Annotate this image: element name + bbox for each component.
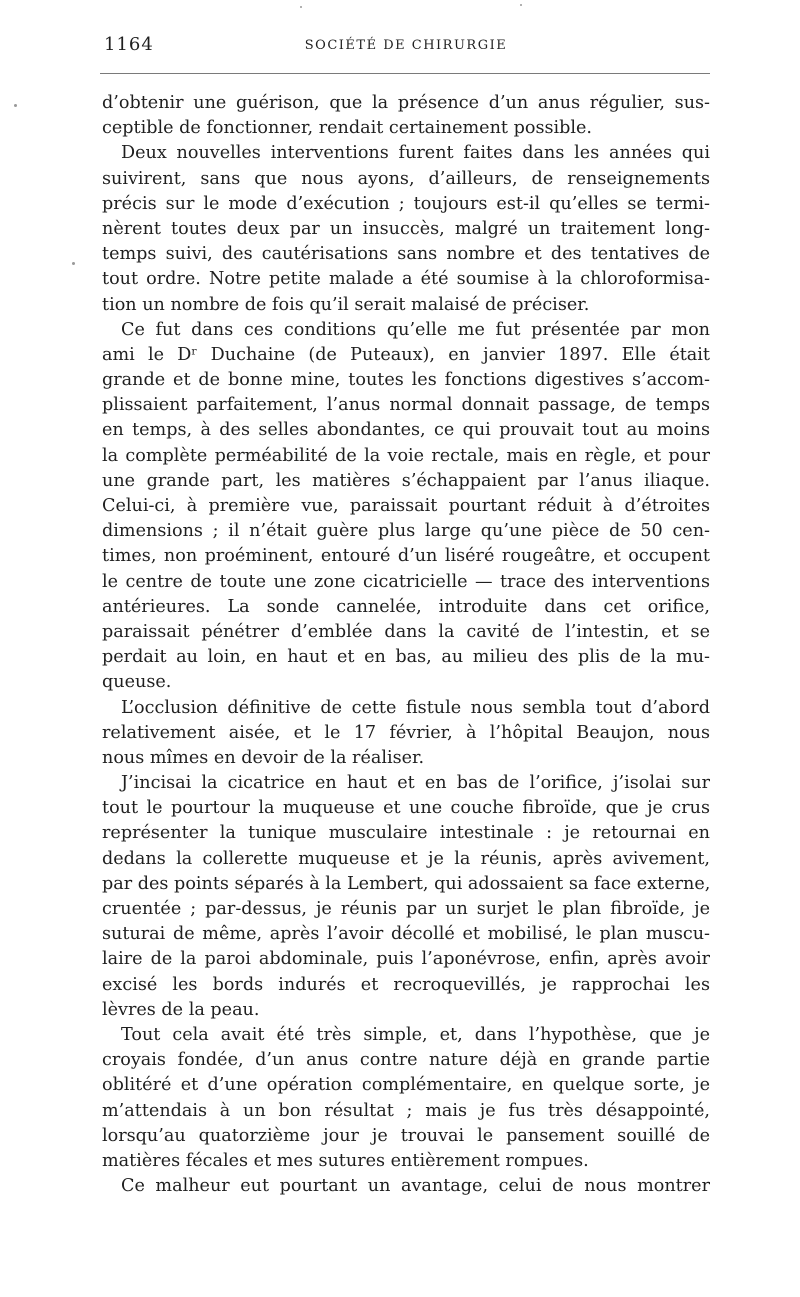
text-line: tout le pourtour la muqueuse et une couche fibroïde, que je crus [102,798,710,819]
text-line: d’obtenir une guérison, que la présence d’un anus régulier, sus- [102,93,710,113]
text-line: J’incisai la cicatrice en haut et en bas de l’orifice, j’isolai sur [121,773,710,794]
text-line: lèvres de la peau. [102,999,260,1020]
text-line: cruentée ; par-dessus, je réunis par un surjet le plan fibroïde, je [102,899,710,919]
text-line: paraissait pénétrer d’emblée dans la cavité de l’intestin, et se [102,621,710,642]
paper-speck [520,4,522,6]
body-text [102,91,710,1199]
text-line: excisé les bords indurés et recroquevillés, je rapprochai les [102,974,710,995]
text-line: nous mîmes en devoir de la réaliser. [102,747,425,768]
page-header [100,34,712,58]
text-line: grande et de bonne mine, toutes les fonctions digestives s’accom- [102,370,710,391]
text-line: une grande part, les matières s’échappaient par l’anus iliaque. [102,470,710,491]
text-line: représenter la tunique musculaire intestinale : je retournai en [102,823,710,844]
text-line: oblitéré et d’une opération complémentaire, en quelque sorte, je [102,1075,710,1096]
text-line: suivirent, sans que nous ayons, d’ailleurs, de renseignements [102,168,710,189]
text-line: plissaient parfaitement, l’anus normal donnait passage, de temps [102,395,710,416]
text-line: times, non proéminent, entouré d’un liséré rougeâtre, et occupent [102,546,710,567]
text-line: le centre de toute une zone cicatricielle — trace des interventions [102,571,710,592]
text-line: relativement aisée, et le 17 février, à l’hôpital Beaujon, nous [102,722,710,743]
text-line: queuse. [102,672,172,693]
text-line: ceptible de fonctionner, rendait certainement possible. [102,118,593,139]
text-line: laire de la paroi abdominale, puis l’aponévrose, enfin, après avoir [102,949,710,970]
text-line: L’occlusion définitive de cette fistule nous sembla tout d’abord [121,697,710,718]
text-line: tout ordre. Notre petite malade a été soumise à la chloroformisa- [102,269,710,290]
text-line: dimensions ; il n’était guère plus large qu’une pièce de 50 cen- [102,521,710,542]
text-line: antérieures. La sonde cannelée, introduite dans cet orifice, [102,596,710,617]
text-line: temps suivi, des cautérisations sans nombre et des tentatives de [102,244,710,265]
paper-speck [300,6,302,8]
text-line: Tout cela avait été très simple, et, dans l’hypothèse, que je [121,1024,710,1045]
text-line: m’attendais à un bon résultat ; mais je fus très désappointé, [102,1100,710,1121]
text-line: précis sur le mode d’exécution ; toujours est-il qu’elles se termi- [102,193,710,214]
text-line: la complète perméabilité de la voie rectale, mais en règle, et pour [102,445,710,466]
page-number: 1164 [104,34,154,55]
paper-speck [72,262,75,265]
text-line: par des points séparés à la Lembert, qui adossaient sa face externe, [102,873,710,894]
text-line: Celui-ci, à première vue, paraissait pourtant réduit à d’étroites [102,496,710,516]
text-line: nèrent toutes deux par un insuccès, malgré un traitement long- [102,218,710,239]
text-line: croyais fondée, d’un anus contre nature déjà en grande partie [102,1050,710,1071]
text-line: Ce fut dans ces conditions qu’elle me fut présentée par mon [121,319,710,340]
text-line: matières fécales et mes sutures entièrement rompues. [102,1150,589,1171]
running-title: SOCIÉTÉ DE CHIRURGIE [304,38,508,53]
text-line: Deux nouvelles interventions furent faites dans les années qui [121,143,710,164]
text-line: dedans la collerette muqueuse et je la réunis, après avivement, [102,848,710,869]
text-line: tion un nombre de fois qu’il serait malaisé de préciser. [102,294,590,315]
text-line: suturai de même, après l’avoir décollé et mobilisé, le plan muscu- [102,924,710,945]
text-line: perdait au loin, en haut et en bas, au milieu des plis de la mu- [102,647,710,668]
text-line: ami le Dʳ Duchaine (de Puteaux), en janvier 1897. Elle était [102,344,710,365]
text-line: Ce malheur eut pourtant un avantage, celui de nous montrer [121,1176,710,1197]
paper-speck [14,104,17,107]
text-line: lorsqu’au quatorzième jour je trouvai le pansement souillé de [102,1125,710,1146]
header-rule [100,73,710,74]
text-line: en temps, à des selles abondantes, ce qui prouvait tout au moins [102,420,710,441]
